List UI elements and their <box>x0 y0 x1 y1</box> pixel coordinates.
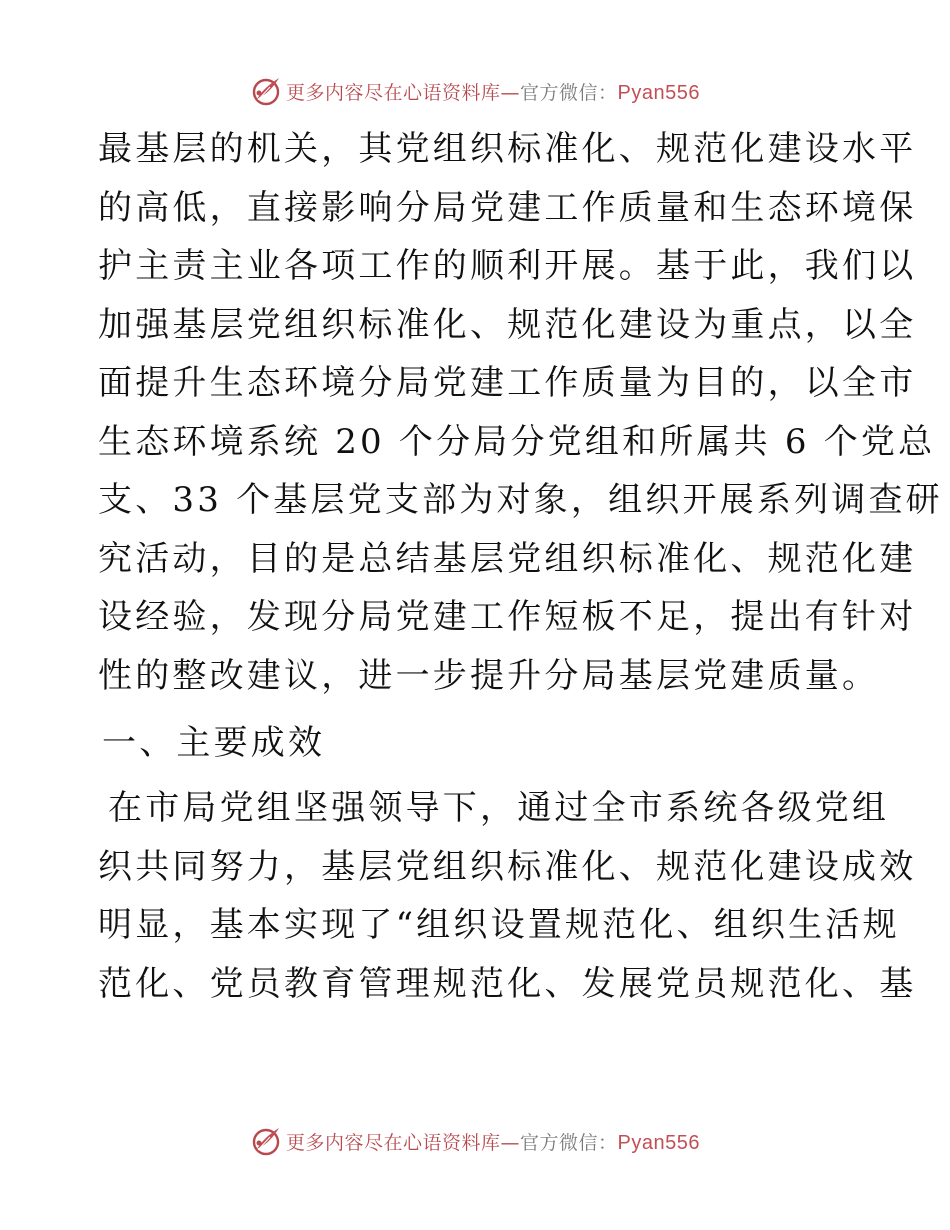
text-line: 最基层的机关，其党组织标准化、规范化建设水平 <box>98 129 917 169</box>
feather-logo-icon <box>250 75 282 107</box>
banner-main-text: 更多内容尽在心语资料库 <box>286 1131 501 1154</box>
banner-wechat-handle: Pyan556 <box>617 81 700 104</box>
banner-official-label: 官方微信： <box>520 1131 618 1154</box>
banner-text <box>286 1128 700 1155</box>
document-body <box>98 120 943 1013</box>
text-line: 范化、党员教育管理规范化、发展党员规范化、基 <box>98 963 917 1004</box>
text-line: 面提升生态环境分局党建工作质量为目的，以全市 <box>98 363 917 403</box>
header-banner <box>0 71 950 111</box>
text-line: 明显，基本实现了“组织设置规范化、组织生活规 <box>98 905 900 945</box>
footer-banner <box>0 1121 950 1161</box>
text-line: 的高低，直接影响分局党建工作质量和生态环境保 <box>98 187 917 228</box>
text-line: 支、33 个基层党支部为对象，组织开展系列调查研 <box>98 480 943 520</box>
text-line: 究活动，目的是总结基层党组织标准化、规范化建 <box>98 538 917 579</box>
banner-wechat-handle: Pyan556 <box>617 1131 700 1154</box>
banner-main-text: 更多内容尽在心语资料库 <box>286 81 501 104</box>
text-line: 织共同努力，基层党组织标准化、规范化建设成效 <box>98 846 917 887</box>
banner-dash: — <box>500 1131 521 1154</box>
text-line: 护主责主业各项工作的顺利开展。基于此，我们以 <box>98 246 917 286</box>
text-line: 设经验，发现分局党建工作短板不足，提出有针对 <box>98 597 917 637</box>
feather-logo-icon <box>250 1125 282 1157</box>
banner-official-label: 官方微信： <box>520 81 618 104</box>
text-line: 加强基层党组织标准化、规范化建设为重点，以全 <box>98 304 917 345</box>
paragraph-1 <box>98 120 943 705</box>
banner-dash: — <box>500 81 521 104</box>
text-line: 生态环境系统 20 个分局分党组和所属共 6 个党总 <box>98 421 936 462</box>
section-heading: 一、主要成效 <box>102 723 326 763</box>
paragraph-2 <box>98 779 917 1013</box>
text-line: 在市局党组坚强领导下，通过全市系统各级党组 <box>108 788 890 828</box>
text-line: 性的整改建议，进一步提升分局基层党建质量。 <box>98 655 880 696</box>
banner-text <box>286 78 700 105</box>
